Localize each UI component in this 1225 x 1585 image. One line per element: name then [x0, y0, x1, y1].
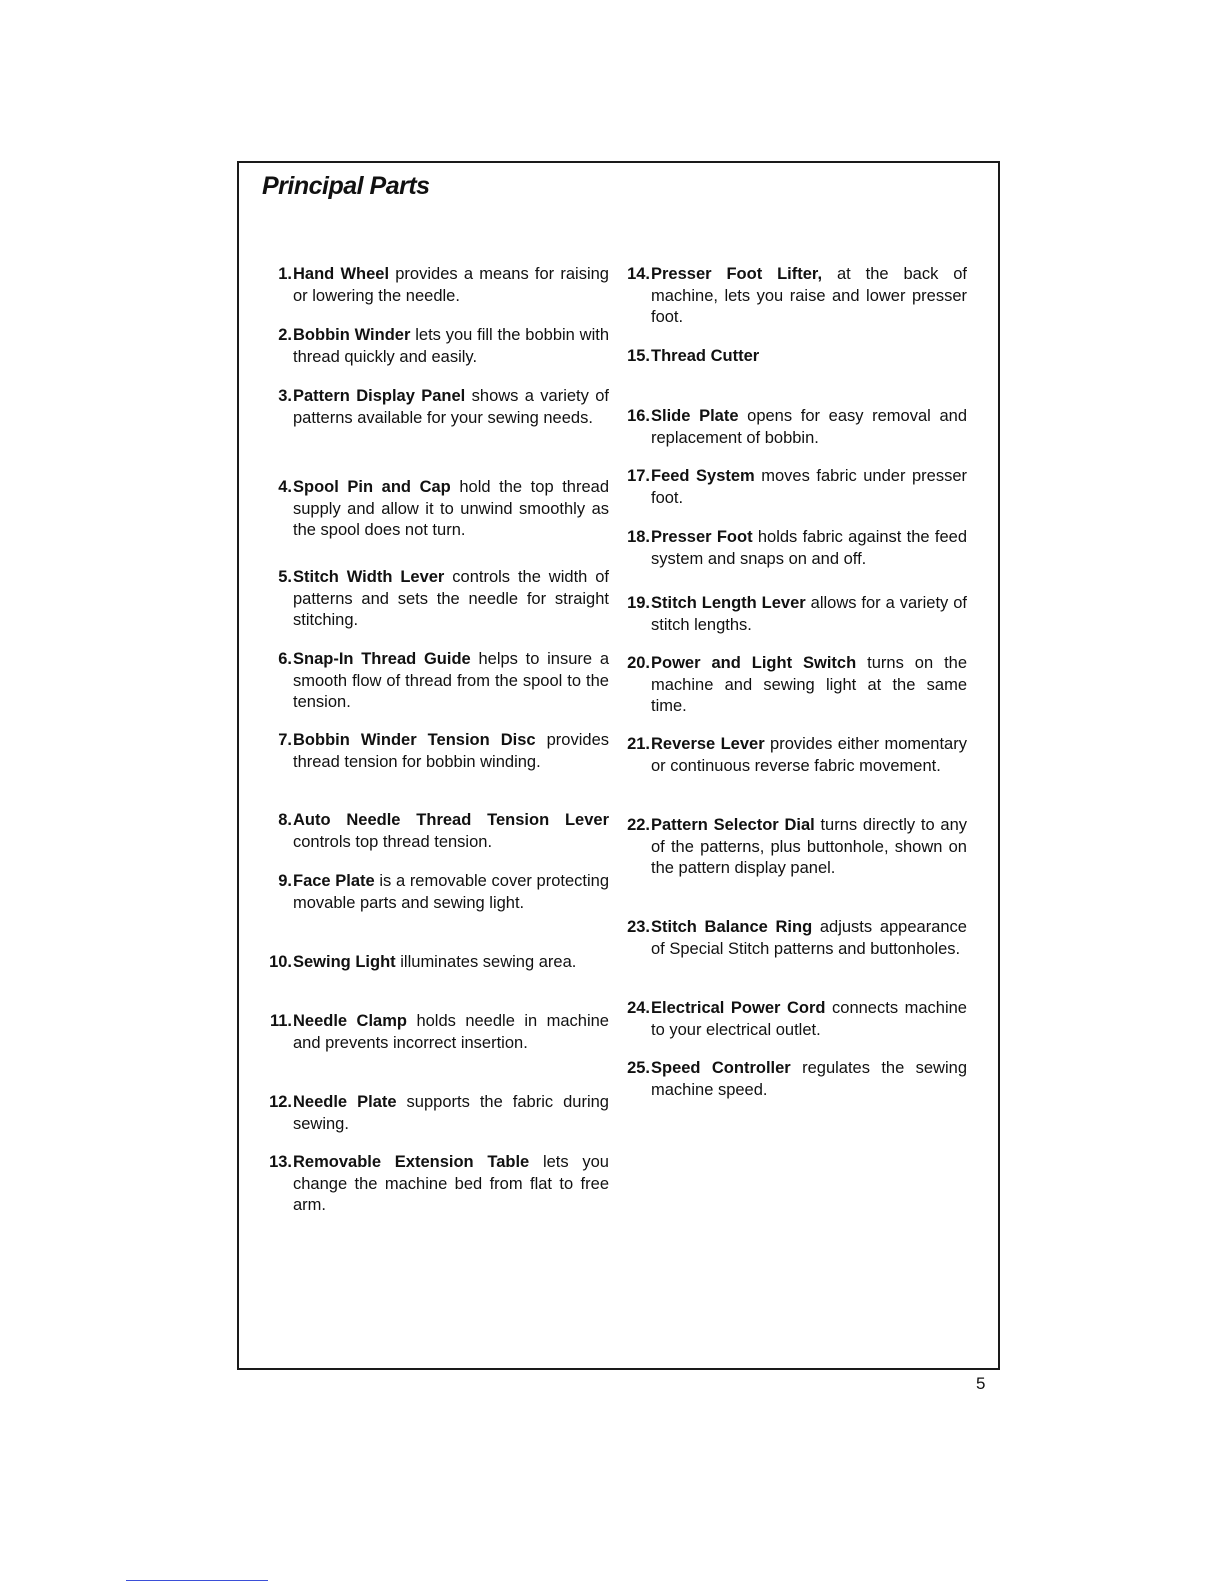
part-item-18 [620, 527, 967, 570]
part-description: at the back of machine, lets you raise and lower presser foot. [651, 265, 967, 326]
part-item-16 [620, 406, 967, 449]
part-item-9 [262, 871, 609, 914]
part-number: 21. [627, 735, 650, 753]
part-item-8 [262, 810, 609, 853]
part-description: illuminates sewing area. [400, 953, 577, 971]
part-item-21 [620, 734, 967, 777]
part-number: 17. [627, 467, 650, 485]
part-name: Slide Plate [651, 407, 739, 425]
part-description: holds fabric against the feed system and snaps on and off. [651, 528, 967, 568]
part-description: opens for easy removal and replacement of bobbin. [651, 407, 967, 447]
part-item-5 [262, 567, 609, 632]
part-item-2 [262, 325, 609, 368]
part-number: 10. [269, 953, 292, 971]
part-number: 23. [627, 918, 650, 936]
part-name: Stitch Balance Ring [651, 918, 813, 936]
part-description: controls the width of patterns and sets the needle for straight stitching. [293, 568, 610, 629]
part-item-25 [620, 1058, 967, 1101]
part-number: 6. [278, 650, 292, 668]
part-item-10 [262, 952, 609, 974]
part-name: Stitch Width Lever [293, 568, 445, 586]
part-number: 22. [627, 816, 650, 834]
page-number: 5 [976, 1374, 986, 1393]
part-description: turns directly to any of the patterns, plus buttonhole, shown on the pattern display panel. [651, 816, 968, 877]
part-item-1 [262, 264, 609, 307]
part-number: 8. [278, 811, 292, 829]
part-number: 16. [627, 407, 650, 425]
part-description: provides either momentary or continuous reverse fabric movement. [651, 735, 967, 775]
part-item-13 [262, 1152, 609, 1217]
part-name: Auto Needle Thread Tension Lever [293, 811, 609, 829]
part-number: 4. [278, 478, 292, 496]
part-description: is a removable cover protecting movable parts and sewing light. [293, 872, 609, 912]
part-name: Removable Extension Table [293, 1153, 530, 1171]
part-item-19 [620, 593, 967, 636]
part-number: 14. [627, 265, 650, 283]
part-item-17 [620, 466, 967, 509]
part-number: 12. [269, 1093, 292, 1111]
part-name: Spool Pin and Cap [293, 478, 451, 496]
part-description: provides thread tension for bobbin winding. [293, 731, 609, 771]
footer-link-underline [126, 1580, 268, 1581]
part-description: lets you change the machine bed from flat to free arm. [293, 1153, 609, 1214]
part-item-22 [620, 815, 967, 880]
part-description: provides a means for raising or lowering the needle. [293, 265, 609, 305]
part-number: 24. [627, 999, 650, 1017]
part-item-12 [262, 1092, 609, 1135]
part-item-14 [620, 264, 967, 329]
part-item-24 [620, 998, 967, 1041]
part-name: Thread Cutter [651, 347, 760, 365]
part-name: Bobbin Winder [293, 326, 411, 344]
part-name: Snap-In Thread Guide [293, 650, 471, 668]
part-name: Hand Wheel [293, 265, 390, 283]
part-description: shows a variety of patterns available for your sewing needs. [293, 387, 610, 427]
part-item-15 [620, 346, 967, 368]
part-description: hold the top thread supply and allow it to unwind smoothly as the spool does not turn. [293, 478, 609, 539]
part-name: Presser Foot [651, 528, 753, 546]
part-item-6 [262, 649, 609, 714]
part-name: Presser Foot Lifter, [651, 265, 823, 283]
part-number: 9. [278, 872, 292, 890]
part-description: turns on the machine and sewing light at the same time. [651, 654, 968, 715]
part-number: 1. [278, 265, 292, 283]
part-name: Feed System [651, 467, 755, 485]
part-number: 3. [278, 387, 292, 405]
part-number: 18. [627, 528, 650, 546]
part-description: regulates the sewing machine speed. [651, 1059, 967, 1099]
part-number: 25. [627, 1059, 650, 1077]
part-description: controls top thread tension. [293, 832, 493, 851]
part-number: 11. [269, 1012, 292, 1030]
part-name: Pattern Selector Dial [651, 816, 815, 834]
part-name: Needle Plate [293, 1093, 397, 1111]
part-description: holds needle in machine and prevents incorrect insertion. [293, 1012, 609, 1052]
part-name: Pattern Display Panel [293, 387, 466, 405]
part-description: supports the fabric during sewing. [293, 1093, 609, 1133]
part-description: moves fabric under presser foot. [651, 467, 967, 507]
part-description: connects machine to your electrical outlet. [651, 999, 967, 1039]
part-number: 13. [269, 1153, 292, 1171]
part-name: Stitch Length Lever [651, 594, 806, 612]
part-name: Bobbin Winder Tension Disc [293, 731, 536, 749]
part-item-11 [262, 1011, 609, 1054]
part-number: 20. [627, 654, 650, 672]
part-name: Sewing Light [293, 953, 396, 971]
part-item-23 [620, 917, 967, 960]
part-number: 19. [627, 594, 650, 612]
part-description: allows for a variety of stitch lengths. [651, 594, 967, 634]
part-item-7 [262, 730, 609, 773]
part-name: Electrical Power Cord [651, 999, 826, 1017]
part-number: 5. [278, 568, 292, 586]
part-description: lets you fill the bobbin with thread quickly and easily. [293, 326, 609, 366]
part-name: Face Plate [293, 872, 375, 890]
part-name: Power and Light Switch [651, 654, 857, 672]
part-item-20 [620, 653, 967, 718]
part-description: adjusts appearance of Special Stitch patterns and buttonholes. [651, 918, 967, 958]
page-title: Principal Parts [262, 172, 430, 200]
part-item-4 [262, 477, 609, 542]
part-name: Speed Controller [651, 1059, 791, 1077]
part-name: Needle Clamp [293, 1012, 407, 1030]
part-description: helps to insure a smooth flow of thread from the spool to the tension. [293, 650, 609, 711]
part-name: Reverse Lever [651, 735, 765, 753]
part-number: 7. [278, 731, 292, 749]
part-number: 2. [278, 326, 292, 344]
part-item-3 [262, 386, 609, 429]
part-number: 15. [627, 347, 650, 365]
